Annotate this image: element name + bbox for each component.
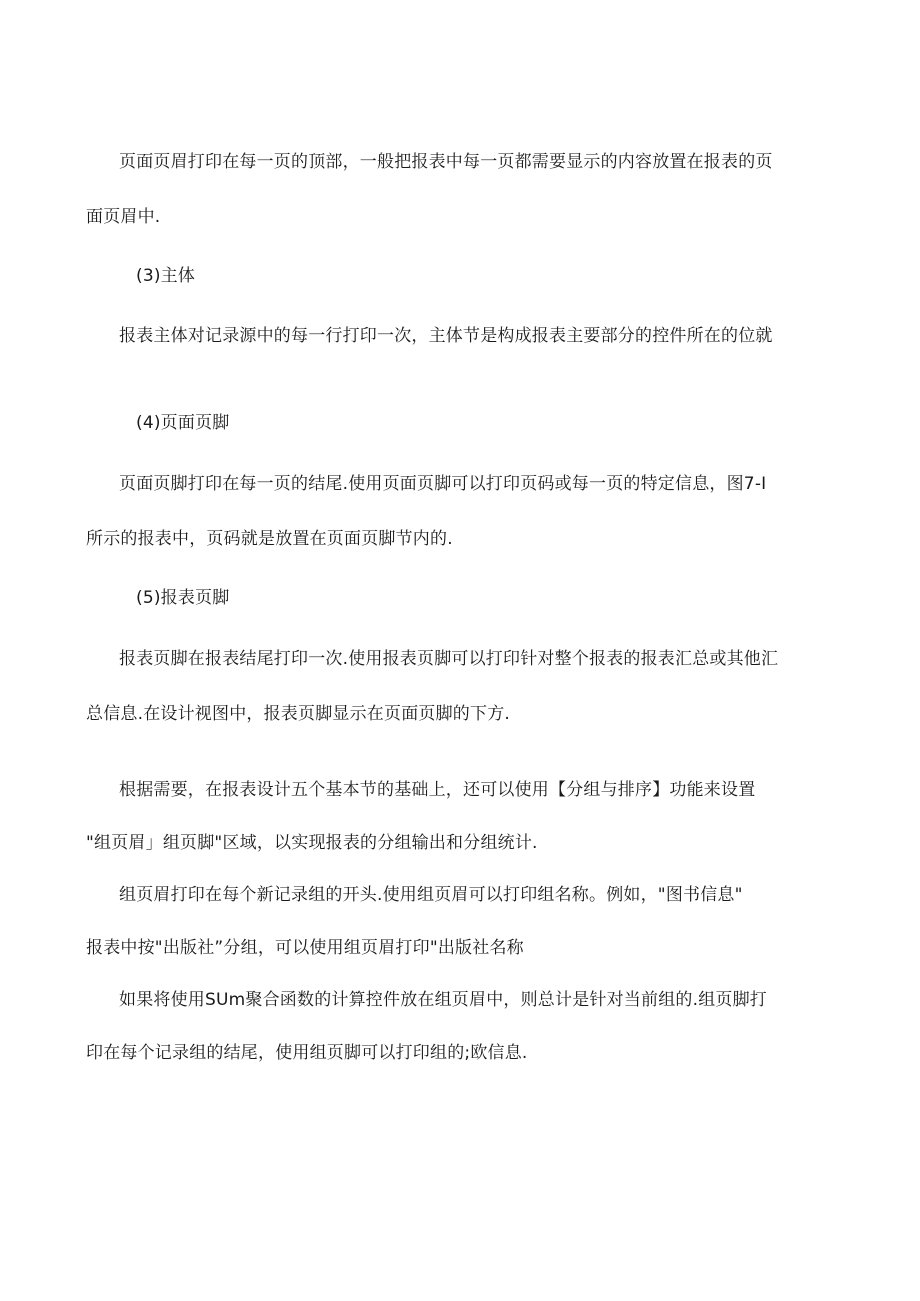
paragraph-page-header-line-1: 页面页眉打印在每一页的顶部，一般把报表中每一页都需要显示的内容放置在报表的页: [119, 152, 773, 172]
paragraph-page-footer-line-2: 所示的报表中，页码就是放置在页面页脚节内的.: [86, 529, 453, 549]
paragraph-page-header-line-2: 面页眉中.: [86, 207, 161, 227]
paragraph-group-header-line-1: 组页眉打印在每个新记录组的开头.使用组页眉可以打印组名称。例如，"图书信息": [119, 885, 743, 905]
paragraph-group-header-line-2: 报表中按"出版社”分组，可以使用组页眉打印"出版社名称: [86, 938, 524, 958]
paragraph-grouping-line-1: 根据需要，在报表设计五个基本节的基础上，还可以使用【分组与排序】功能来设置: [119, 780, 756, 800]
section-heading-page-footer: (4)页面页脚: [136, 413, 230, 433]
paragraph-report-footer-line-2: 总信息.在设计视图中，报表页脚显示在页面页脚的下方.: [86, 704, 511, 724]
paragraph-page-footer-line-1: 页面页脚打印在每一页的结尾.使用页面页脚可以打印页码或每一页的特定信息，图7-I: [119, 474, 767, 494]
section-heading-body: (3)主体: [136, 266, 196, 286]
paragraph-group-footer-line-2: 印在每个记录组的结尾，使用组页脚可以打印组的;欧信息.: [86, 1043, 528, 1063]
paragraph-body-line-1: 报表主体对记录源中的每一行打印一次，主体节是构成报表主要部分的控件所在的位就: [119, 326, 773, 346]
paragraph-group-footer-line-1: 如果将使用SUm聚合函数的计算控件放在组页眉中，则总计是针对当前组的.组页脚打: [119, 990, 767, 1010]
section-heading-report-footer: (5)报表页脚: [136, 588, 230, 608]
paragraph-report-footer-line-1: 报表页脚在报表结尾打印一次.使用报表页脚可以打印针对整个报表的报表汇总或其他汇: [119, 649, 779, 669]
paragraph-grouping-line-2: "组页眉」组页脚"区域，以实现报表的分组输出和分组统计.: [86, 833, 538, 853]
